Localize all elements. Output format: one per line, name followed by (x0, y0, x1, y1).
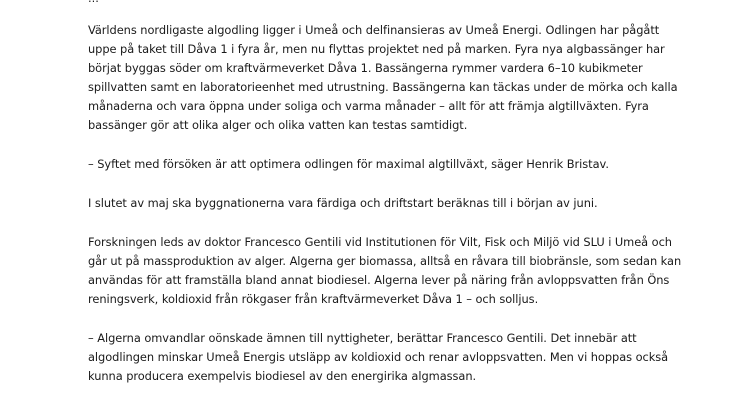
text-line: Världens nordligaste algodling ligger i Umeå och delfinansieras av Umeå Energi. Odlingen har pågått (88, 23, 660, 37)
paragraph-5-quote (88, 329, 688, 386)
text-line: algodlingen minskar Umeå Energis utsläpp av koldioxid och renar avloppsvatten. Men vi hoppas också (88, 350, 669, 364)
text-line: – Syftet med försöken är att optimera odlingen för maximal algtillväxt, säger Henrik Bristav. (88, 157, 609, 171)
text-line: I slutet av maj ska byggnationerna vara färdiga och driftstart beräknas till i början av juni. (88, 196, 598, 210)
paragraph-2-quote (88, 155, 688, 174)
paragraph-4 (88, 233, 688, 309)
paragraph-1 (88, 21, 688, 135)
paragraph-3 (88, 194, 688, 213)
text-line: kunna producera exempelvis biodiesel av den energirika algmassan. (88, 369, 477, 383)
partial-top-text (88, 0, 748, 8)
text-line: uppe på taket till Dåva 1 i fyra år, men nu flyttas projektet ned på marken. Fyra nya algbassänger har (88, 42, 665, 56)
text-line: börjat byggas söder om kraftvärmeverket Dåva 1. Bassängerna rymmer vardera 6–10 kubikmeter (88, 61, 643, 75)
text-line: månaderna och vara öppna under soliga och varma månader – allt för att främja algtillväxten. Fyra (88, 99, 649, 113)
text-line: – Algerna omvandlar oönskade ämnen till nyttigheter, berättar Francesco Gentili. Det innebär att (88, 331, 637, 345)
text-line: användas för att framställa bland annat biodiesel. Algerna lever på näring från avloppsvatten från Öns (88, 273, 670, 287)
text-line: reningsverk, koldioxid från rökgaser från kraftvärmeverket Dåva 1 – och solljus. (88, 292, 539, 306)
text-line: går ut på massproduktion av alger. Algerna ger biomassa, alltså en råvara till biobränsle, som sedan kan (88, 254, 682, 268)
text-line: bassänger gör att olika alger och olika vatten kan testas samtidigt. (88, 118, 468, 132)
article-body (88, 21, 688, 406)
text-line: Forskningen leds av doktor Francesco Gentili vid Institutionen för Vilt, Fisk och Miljö vid SLU i Umeå och (88, 235, 672, 249)
text-line: spillvatten samt en laboratorieenhet med utrustning. Bassängerna kan täckas under de mörka och kalla (88, 80, 678, 94)
